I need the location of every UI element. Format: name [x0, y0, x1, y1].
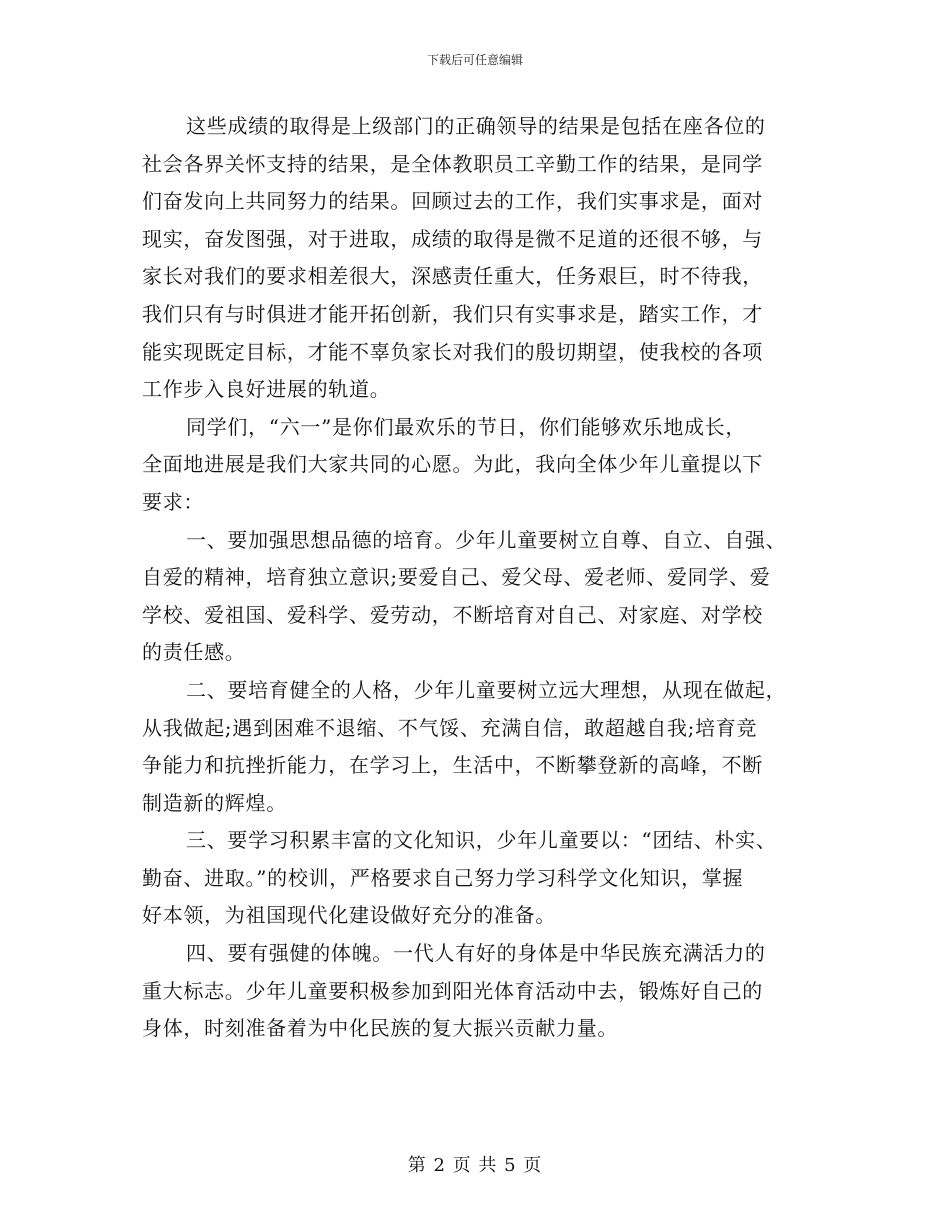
text-line: 好本领，为祖国现代化建设做好充分的准备。 [142, 903, 556, 928]
text-line: 自爱的精神，培育独立意识;要爱自己、爱父母、爱老师、爱同学、爱 [142, 565, 771, 590]
text-line: 一、要加强思想品德的培育。少年儿童要树立自尊、自立、自强、 [186, 527, 787, 552]
text-line: 全面地进展是我们大家共同的心愿。为此，我向全体少年儿童提以下 [142, 452, 763, 477]
text-line: 我们只有与时俱进才能开拓创新，我们只有实事求是，踏实工作，才 [142, 301, 763, 326]
text-line: 们奋发向上共同努力的结果。回顾过去的工作，我们实事求是，面对 [142, 189, 763, 214]
text-line: 身体，时刻准备着为中化民族的复大振兴贡献力量。 [142, 1016, 619, 1041]
text-line: 重大标志。少年儿童要积极参加到阳光体育活动中去，锻炼好自己的 [142, 978, 763, 1003]
text-line: 的责任感。 [142, 640, 246, 665]
text-line: 工作步入良好进展的轨道。 [142, 377, 391, 402]
text-line: 学校、爱祖国、爱科学、爱劳动，不断培育对自己、对家庭、对学校 [142, 602, 763, 627]
page-number-footer: 第 2 页 共 5 页 [407, 1155, 543, 1176]
document-body [142, 108, 812, 1048]
text-line: 能实现既定目标，才能不辜负家长对我们的殷切期望，使我校的各项 [142, 339, 763, 364]
paragraph-6 [142, 935, 812, 1048]
text-line: 这些成绩的取得是上级部门的正确领导的结果是包括在座各位的 [186, 114, 766, 138]
text-line: 家长对我们的要求相差很大，深感责任重大，任务艰巨，时不待我， [142, 264, 763, 289]
text-line: 要求： [142, 489, 205, 514]
text-line: 社会各界关怀支持的结果，是全体教职员工辛勤工作的结果，是同学 [142, 151, 763, 176]
text-line: 争能力和抗挫折能力，在学习上，生活中，不断攀登新的高峰，不断 [142, 753, 763, 778]
page-header: 下载后可任意编辑 [426, 53, 523, 67]
text-line: 从我做起;遇到困难不退缩、不气馁、充满自信，敢超越自我;培育竞 [142, 715, 758, 740]
text-line: 三、要学习积累丰富的文化知识，少年儿童要以：“团结、朴实、 [186, 828, 777, 853]
paragraph-3 [142, 522, 812, 672]
text-line: 现实，奋发图强，对于进取，成绩的取得是微不足道的还很不够，与 [142, 226, 763, 251]
paragraph-5 [142, 822, 812, 935]
paragraph-4 [142, 672, 812, 822]
paragraph-1 [142, 108, 812, 409]
paragraph-2 [142, 409, 812, 522]
text-line: 制造新的辉煌。 [142, 790, 287, 815]
text-line: 四、要有强健的体魄。一代人有好的身体是中华民族充满活力的 [186, 941, 766, 966]
text-line: 同学们，“六一”是你们最欢乐的节日，你们能够欢乐地成长， [186, 414, 747, 439]
text-line: 勤奋、进取。”的校训，严格要求自己努力学习科学文化知识，掌握 [142, 865, 744, 890]
text-line: 二、要培育健全的人格，少年儿童要树立远大理想，从现在做起， [186, 677, 787, 702]
